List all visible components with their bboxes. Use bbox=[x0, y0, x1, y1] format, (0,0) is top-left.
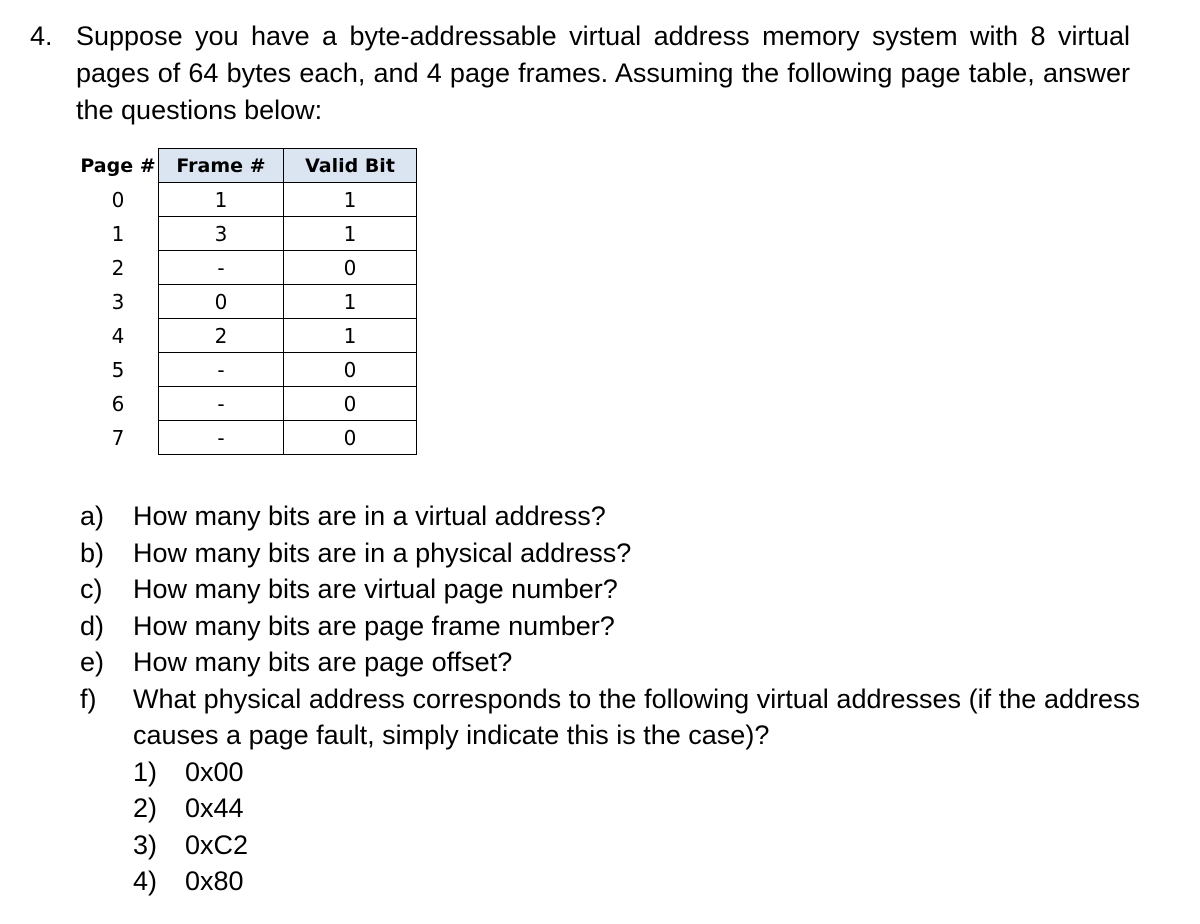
question-block bbox=[30, 18, 1130, 129]
table-row bbox=[78, 183, 417, 217]
valid-cell: 0 bbox=[284, 353, 417, 387]
page-cell: 2 bbox=[111, 255, 125, 280]
frame-cell: - bbox=[159, 353, 284, 387]
address-label: 1) bbox=[133, 756, 158, 787]
page-cell: 5 bbox=[111, 357, 125, 382]
frame-cell: 0 bbox=[159, 285, 284, 319]
virtual-address-list bbox=[133, 754, 1140, 900]
page-cell: 3 bbox=[111, 289, 125, 314]
address-label: 2) bbox=[133, 793, 158, 823]
subquestion-label: b) bbox=[80, 537, 105, 568]
valid-cell: 0 bbox=[284, 421, 417, 455]
question-number: 4. bbox=[30, 21, 53, 51]
frame-cell: 1 bbox=[159, 183, 284, 217]
table-row bbox=[78, 217, 417, 251]
subquestion-text: How many bits are in a virtual address? bbox=[133, 501, 606, 531]
valid-cell: 1 bbox=[284, 183, 417, 217]
list-item bbox=[133, 790, 1140, 827]
valid-cell: 1 bbox=[284, 285, 417, 319]
table-row bbox=[78, 387, 417, 421]
header-valid-bit: Valid Bit bbox=[284, 149, 417, 183]
address-label: 3) bbox=[133, 829, 158, 860]
page-cell: 1 bbox=[111, 221, 125, 246]
subquestion-list bbox=[80, 498, 1140, 900]
address-value: 0x80 bbox=[185, 866, 244, 896]
subquestion-e bbox=[80, 644, 1140, 681]
subquestion-a bbox=[80, 498, 1140, 535]
table-row bbox=[78, 251, 417, 285]
subquestion-label: c) bbox=[80, 574, 103, 604]
subquestion-c bbox=[80, 571, 1140, 608]
question-text: Suppose you have a byte-addressable virtual address memory system with 8 virtual pages of 64 bytes each, and 4 page frames. Assuming the following page table, answer the questions below: bbox=[76, 21, 1130, 125]
page-cell: 0 bbox=[111, 187, 125, 212]
valid-cell: 1 bbox=[284, 217, 417, 251]
list-item bbox=[133, 863, 1140, 900]
header-page: Page # bbox=[80, 154, 156, 177]
page-table-container bbox=[78, 148, 417, 455]
table-row bbox=[78, 421, 417, 455]
page-cell: 7 bbox=[111, 425, 125, 450]
valid-cell: 1 bbox=[284, 319, 417, 353]
subquestion-text: How many bits are virtual page number? bbox=[133, 574, 618, 604]
valid-cell: 0 bbox=[284, 251, 417, 285]
subquestion-label: a) bbox=[80, 501, 105, 531]
valid-cell: 0 bbox=[284, 387, 417, 421]
subquestion-text: How many bits are page offset? bbox=[133, 647, 513, 677]
subquestion-label: e) bbox=[80, 647, 105, 677]
page-cell: 6 bbox=[111, 391, 125, 416]
subquestion-d bbox=[80, 608, 1140, 645]
frame-cell: - bbox=[159, 387, 284, 421]
page-table bbox=[78, 148, 417, 455]
frame-cell: 3 bbox=[159, 217, 284, 251]
frame-cell: - bbox=[159, 421, 284, 455]
frame-cell: - bbox=[159, 251, 284, 285]
page-table-header-row bbox=[78, 149, 417, 183]
subquestion-text: What physical address corresponds to the following virtual addresses (if the address causes a page fault, simply indicate this is the case)? bbox=[133, 683, 1140, 750]
subquestion-label: d) bbox=[80, 610, 105, 641]
table-row bbox=[78, 319, 417, 353]
address-label: 4) bbox=[133, 866, 158, 896]
address-value: 0x44 bbox=[185, 793, 244, 823]
subquestion-text: How many bits are in a physical address? bbox=[133, 537, 632, 568]
list-item bbox=[133, 827, 1140, 864]
subquestion-f bbox=[80, 681, 1140, 900]
table-row bbox=[78, 353, 417, 387]
address-value: 0x00 bbox=[185, 756, 244, 787]
subquestion-label: f) bbox=[80, 683, 97, 714]
list-item bbox=[133, 754, 1140, 791]
address-value: 0xC2 bbox=[185, 829, 249, 860]
frame-cell: 2 bbox=[159, 319, 284, 353]
subquestion-text: How many bits are page frame number? bbox=[133, 610, 615, 641]
table-row bbox=[78, 285, 417, 319]
page-cell: 4 bbox=[111, 323, 125, 348]
subquestion-b bbox=[80, 535, 1140, 572]
header-frame: Frame # bbox=[159, 149, 284, 183]
